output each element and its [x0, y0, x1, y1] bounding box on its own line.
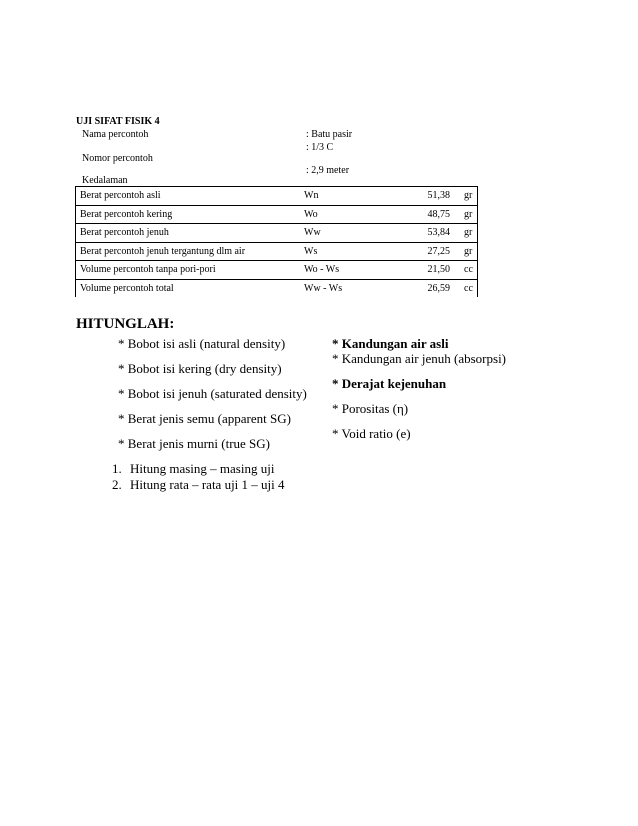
row-unit: gr — [460, 187, 478, 206]
task-void-ratio: * Void ratio (e) — [332, 426, 411, 441]
task-porosity: * Porositas (η) — [332, 401, 409, 416]
row-symbol: Ws — [300, 242, 414, 261]
row-value: 21,50 — [414, 261, 460, 280]
row-value: 53,84 — [414, 224, 460, 243]
document-title: UJI SIFAT FISIK 4 — [76, 116, 160, 127]
task-natural-density: * Bobot isi asli (natural density) — [118, 336, 286, 351]
row-value: 27,25 — [414, 242, 460, 261]
row-description: Berat percontoh kering — [76, 205, 301, 224]
task-apparent-sg: * Berat jenis semu (apparent SG) — [118, 411, 291, 426]
table-row — [76, 242, 478, 261]
task-dry-density: * Bobot isi kering (dry density) — [118, 361, 282, 376]
list-item — [112, 461, 285, 477]
row-description: Berat percontoh jenuh tergantung dlm air — [76, 242, 301, 261]
table-row — [76, 261, 478, 280]
sample-name-label: Nama percontoh — [82, 129, 149, 140]
row-unit: gr — [460, 205, 478, 224]
step-number: 2. — [112, 477, 122, 492]
row-symbol: Wo — [300, 205, 414, 224]
row-description: Volume percontoh total — [76, 279, 301, 297]
list-item — [112, 477, 285, 493]
hitunglah-heading: HITUNGLAH: — [76, 316, 175, 332]
steps-list — [112, 461, 285, 493]
row-description: Volume percontoh tanpa pori-pori — [76, 261, 301, 280]
sample-number-label: Nomor percontoh — [82, 153, 153, 164]
sample-depth-label: Kedalaman — [82, 175, 128, 186]
measurement-table — [75, 186, 478, 297]
task-natural-water-content: * Kandungan air asli — [332, 336, 449, 351]
row-symbol: Ww - Ws — [304, 282, 343, 294]
task-true-sg: * Berat jenis murni (true SG) — [118, 436, 270, 451]
row-unit: cc — [460, 279, 478, 297]
sample-name-value: : Batu pasir — [306, 129, 353, 140]
row-value: 48,75 — [414, 205, 460, 224]
row-symbol: Ww — [300, 224, 414, 243]
task-saturated-density: * Bobot isi jenuh (saturated density) — [118, 386, 307, 401]
row-unit: gr — [460, 224, 478, 243]
task-absorption: * Kandungan air jenuh (absorpsi) — [332, 351, 507, 366]
row-symbol: Wn — [300, 187, 414, 206]
step-text: Hitung rata – rata uji 1 – uji 4 — [130, 477, 285, 492]
row-symbol: Wo - Ws — [300, 261, 414, 280]
step-number: 1. — [112, 461, 122, 476]
row-value: 51,38 — [414, 187, 460, 206]
table-row — [76, 279, 478, 297]
table-row — [76, 205, 478, 224]
table-row — [76, 224, 478, 243]
task-saturation-degree: * Derajat kejenuhan — [332, 376, 447, 391]
row-description: Berat percontoh asli — [76, 187, 301, 206]
row-value: 26,59 — [427, 282, 450, 294]
row-description: Berat percontoh jenuh — [76, 224, 301, 243]
table-row — [76, 187, 478, 206]
row-unit: gr — [460, 242, 478, 261]
row-unit: cc — [460, 261, 478, 280]
step-text: Hitung masing – masing uji — [130, 461, 275, 476]
sample-depth-value: : 2,9 meter — [306, 165, 350, 176]
sample-number-value: : 1/3 C — [306, 142, 334, 153]
